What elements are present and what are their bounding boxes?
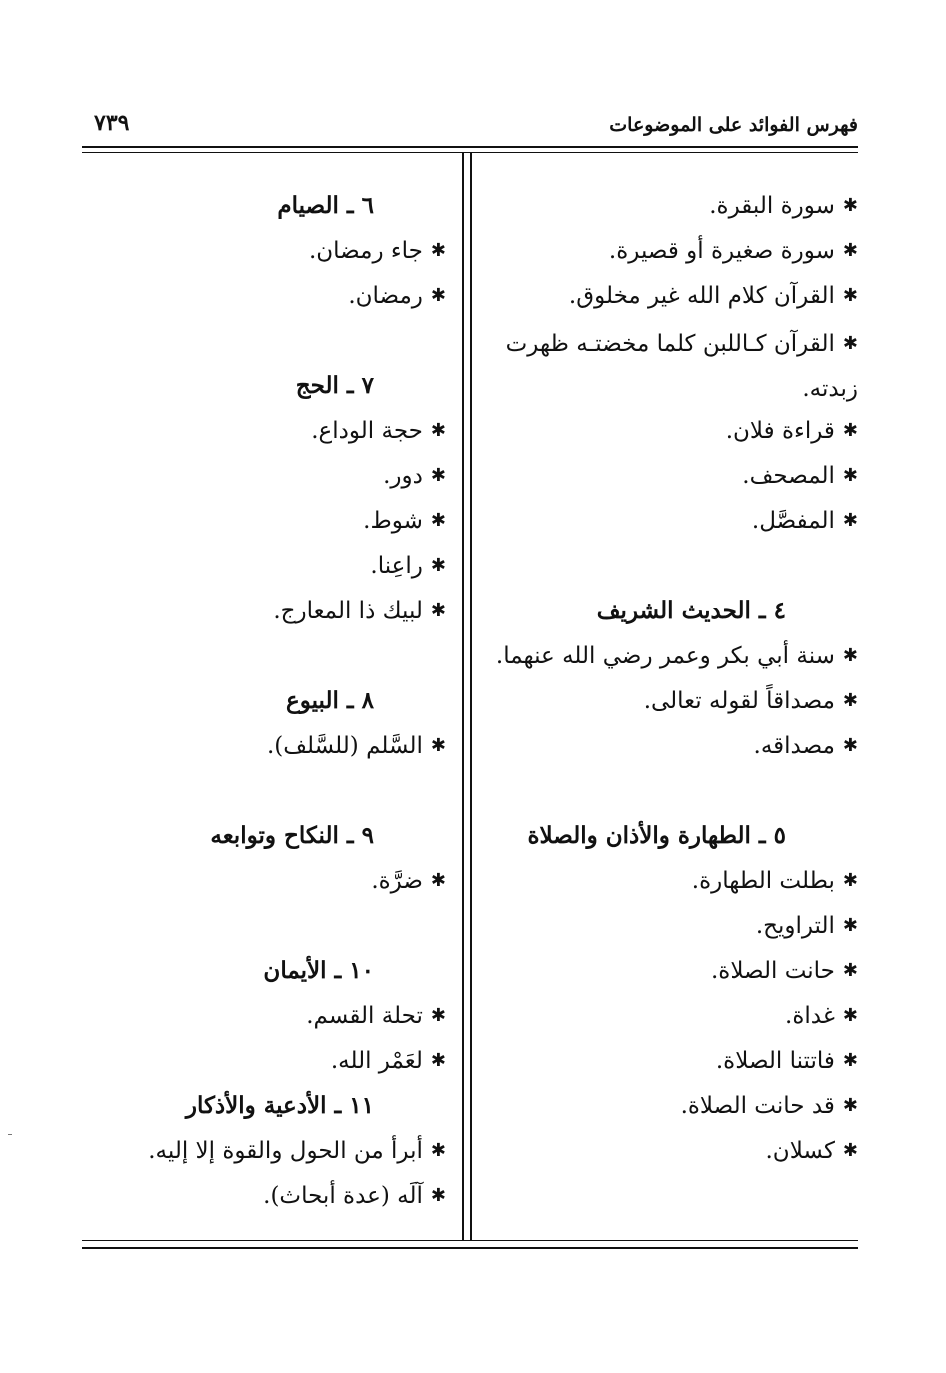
asterisk-bullet-icon: ✱ (430, 465, 446, 486)
item-text: القرآن كلام الله غير مخلوق. (568, 283, 835, 309)
left-column (76, 186, 446, 1221)
list-item (488, 186, 858, 231)
asterisk-bullet-icon: ✱ (430, 420, 446, 441)
asterisk-bullet-icon: ✱ (430, 1005, 446, 1026)
asterisk-bullet-icon: ✱ (430, 870, 446, 891)
page-header (82, 108, 858, 144)
section-heading: ٦ ـ الصيام (277, 192, 374, 219)
spacer (76, 771, 446, 816)
item-text: مصداقه. (753, 733, 835, 759)
item-text: السَّلم (للسَّلف). (266, 733, 423, 759)
list-item (76, 996, 446, 1041)
item-text: جاء رمضان. (308, 238, 423, 264)
item-text: دور. (383, 463, 423, 489)
spacer (488, 771, 858, 816)
list-item (488, 1131, 858, 1176)
spacer (76, 321, 446, 366)
item-text: سورة البقرة. (709, 193, 835, 219)
section-heading: ١٠ ـ الأيمان (263, 957, 374, 984)
list-item (488, 1086, 858, 1131)
item-text: فاتتنا الصلاة. (715, 1048, 835, 1074)
item-text: المصحف. (742, 463, 835, 489)
list-item (76, 546, 446, 591)
list-item (488, 951, 858, 996)
asterisk-bullet-icon: ✱ (430, 285, 446, 306)
item-text: مصداقاً لقوله تعالى. (643, 688, 835, 714)
asterisk-bullet-icon: ✱ (842, 1140, 858, 1161)
item-text: قراءة فلان. (725, 418, 835, 444)
item-text: لعَمْر الله. (330, 1048, 423, 1074)
list-item (76, 231, 446, 276)
section-heading: ٨ ـ البيوع (286, 687, 374, 714)
item-text: شوط. (363, 508, 423, 534)
spacer (76, 636, 446, 681)
list-item (488, 681, 858, 726)
item-text: راعِنا. (370, 553, 423, 579)
asterisk-bullet-icon: ✱ (842, 420, 858, 441)
item-text: سورة صغيرة أو قصيرة. (608, 238, 835, 264)
item-text: غداة. (785, 1003, 835, 1029)
asterisk-bullet-icon: ✱ (842, 735, 858, 756)
column-divider-left (462, 152, 464, 1240)
item-text: لبيك ذا المعارج. (273, 598, 423, 624)
asterisk-bullet-icon: ✱ (842, 960, 858, 981)
spacer (76, 906, 446, 951)
list-item (488, 231, 858, 276)
right-column (488, 186, 858, 1176)
list-item (76, 591, 446, 636)
asterisk-bullet-icon: ✱ (842, 1095, 858, 1116)
asterisk-bullet-icon: ✱ (842, 465, 858, 486)
asterisk-bullet-icon: ✱ (842, 240, 858, 261)
item-text: سنة أبي بكر وعمر رضي الله عنهما. (495, 643, 835, 669)
list-item (76, 501, 446, 546)
item-text: القرآن كـاللبن كلما مخضتـه ظهرت زبدته. (505, 331, 858, 402)
footer-rule-thick (82, 1247, 858, 1249)
list-item (76, 726, 446, 771)
asterisk-bullet-icon: ✱ (842, 690, 858, 711)
page-number: ٧٣٩ (94, 110, 130, 136)
asterisk-bullet-icon: ✱ (430, 735, 446, 756)
section-heading: ٤ ـ الحديث الشريف (596, 597, 786, 624)
list-item (76, 456, 446, 501)
running-title: فهرس الفوائد على الموضوعات (609, 114, 858, 136)
column-divider-right (470, 152, 472, 1240)
section-heading: ٧ ـ الحج (295, 372, 374, 399)
list-item (488, 861, 858, 906)
list-item (488, 321, 858, 411)
item-text: آلَه (عدة أبحاث). (263, 1183, 423, 1209)
list-item (76, 1041, 446, 1086)
item-text: قد حانت الصلاة. (680, 1093, 835, 1119)
footer-rule-thin (82, 1240, 858, 1241)
item-text: رمضان. (348, 283, 423, 309)
header-rule-thick (82, 146, 858, 148)
asterisk-bullet-icon: ✱ (842, 333, 858, 354)
asterisk-bullet-icon: ✱ (430, 1140, 446, 1161)
asterisk-bullet-icon: ✱ (842, 1050, 858, 1071)
list-item (488, 726, 858, 771)
list-item (76, 861, 446, 906)
asterisk-bullet-icon: ✱ (430, 1185, 446, 1206)
asterisk-bullet-icon: ✱ (842, 915, 858, 936)
list-item (488, 996, 858, 1041)
asterisk-bullet-icon: ✱ (842, 645, 858, 666)
list-item (76, 1176, 446, 1221)
list-item (488, 1041, 858, 1086)
list-item (488, 501, 858, 546)
list-item (488, 411, 858, 456)
list-item (488, 276, 858, 321)
asterisk-bullet-icon: ✱ (430, 240, 446, 261)
item-text: حانت الصلاة. (710, 958, 835, 984)
item-text: المفصَّل. (751, 508, 835, 534)
asterisk-bullet-icon: ✱ (842, 1005, 858, 1026)
list-item (76, 1131, 446, 1176)
asterisk-bullet-icon: ✱ (430, 1050, 446, 1071)
margin-mark (8, 1134, 12, 1135)
asterisk-bullet-icon: ✱ (430, 555, 446, 576)
section-heading: ٩ ـ النكاح وتوابعه (210, 822, 374, 849)
item-text: حجة الوداع. (311, 418, 423, 444)
section-heading: ٥ ـ الطهارة والأذان والصلاة (527, 822, 786, 849)
item-text: التراويح. (755, 913, 835, 939)
item-text: بطلت الطهارة. (691, 868, 835, 894)
section-heading: ١١ ـ الأدعية والأذكار (185, 1092, 374, 1119)
asterisk-bullet-icon: ✱ (842, 285, 858, 306)
spacer (488, 546, 858, 591)
item-text: أبرأ من الحول والقوة إلا إليه. (148, 1138, 423, 1164)
list-item (76, 411, 446, 456)
list-item (76, 276, 446, 321)
asterisk-bullet-icon: ✱ (842, 870, 858, 891)
item-text: تحلة القسم. (306, 1003, 423, 1029)
asterisk-bullet-icon: ✱ (842, 510, 858, 531)
asterisk-bullet-icon: ✱ (430, 510, 446, 531)
item-text: كسلان. (765, 1138, 835, 1164)
item-text: ضرَّة. (371, 868, 423, 894)
asterisk-bullet-icon: ✱ (430, 600, 446, 621)
list-item (488, 456, 858, 501)
asterisk-bullet-icon: ✱ (842, 195, 858, 216)
list-item (488, 906, 858, 951)
list-item (488, 636, 858, 681)
